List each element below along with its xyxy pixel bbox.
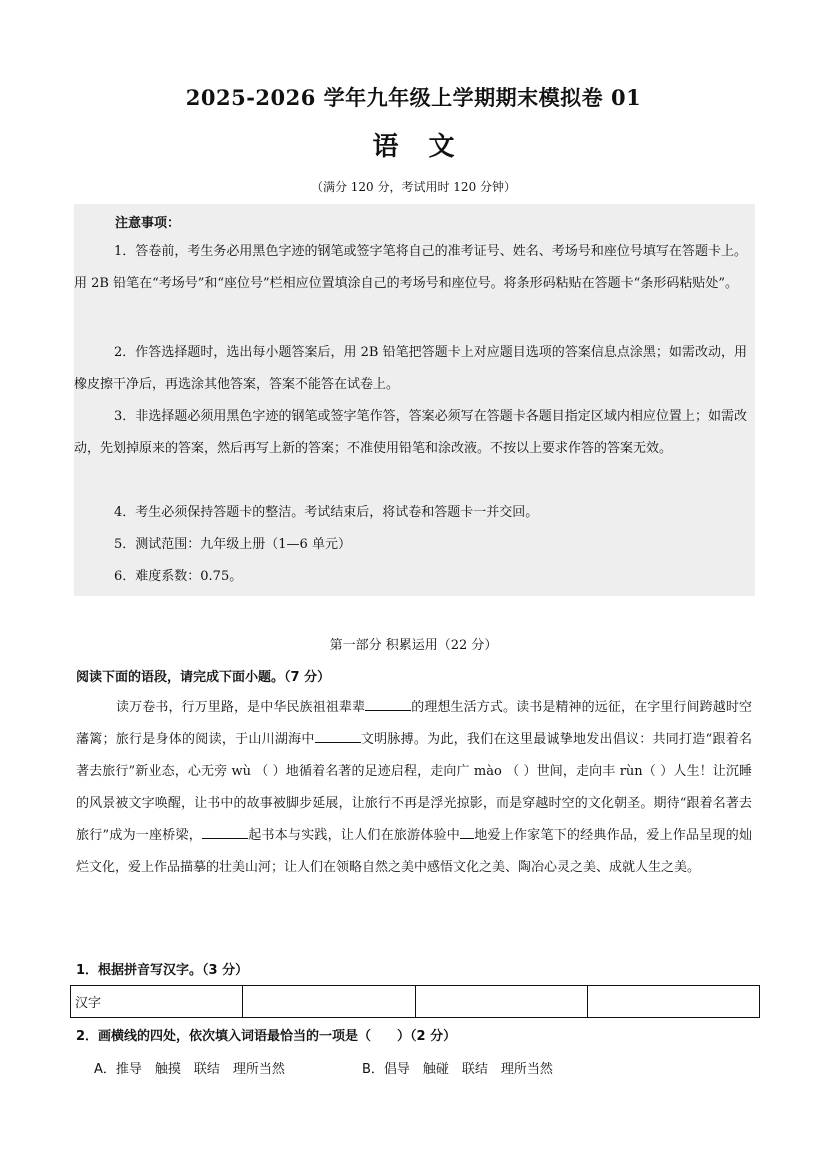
- answer-cell[interactable]: [587, 986, 759, 1018]
- passage-segment: 起书本与实践，让人们在旅游体验中: [248, 828, 461, 843]
- notice-item: 1．答卷前，考生务必用黑色字迹的钢笔或签字笔将自己的准考证号、姓名、考场号和座位号填写在答题卡上。用 2B 铅笔在“考场号”和“座位号”栏相应位置填涂自己的考场号和座位号。将条形码粘贴在答题卡“条形码粘贴处”。: [74, 244, 747, 291]
- answer-cell-header: 汉字: [71, 986, 243, 1018]
- exam-title: 2025-2026 学年九年级上学期期末模拟卷 01: [185, 85, 642, 110]
- fill-blank: [202, 826, 248, 839]
- notice-item: 6．难度系数：0.75。: [114, 569, 243, 584]
- option-a[interactable]: A．推导 触摸 联结 理所当然: [94, 1062, 285, 1077]
- fill-blank: [315, 730, 361, 743]
- exam-meta: （满分 120 分，考试用时 120 分钟）: [310, 180, 517, 194]
- notice-item: 5．测试范围：九年级上册（1—6 单元）: [114, 537, 351, 552]
- notice-box: [74, 204, 755, 596]
- notice-heading: 注意事项：: [115, 216, 181, 231]
- subject-title: 语文: [372, 132, 485, 162]
- reading-passage: [76, 692, 752, 884]
- reading-instruction: 阅读下面的语段，请完成下面小题。（7 分）: [76, 670, 331, 685]
- fill-blank: [365, 698, 411, 711]
- fill-blank: [460, 826, 474, 839]
- question-1-label: 1．根据拼音写汉字。（3 分）: [76, 963, 249, 978]
- answer-table: [70, 985, 760, 1018]
- passage-segment: 地爱上作家笔下的经典作品，爱上作品呈现的灿烂文化，爱上作品描摹的壮美山河；让人们在领略自然之美中感悟文化之美、陶冶心灵之美、成就人生之美。: [76, 828, 752, 875]
- answer-cell[interactable]: [415, 986, 587, 1018]
- passage-segment: 的理想生活方式。读书是精神的远征，在字里行间跨越时空藩篱；旅行是身体的阅读，于山川湖海中: [76, 700, 752, 747]
- passage-segment: 读万卷书，行万里路，是中华民族祖祖辈辈: [116, 700, 366, 715]
- part-title: 第一部分 积累运用（22 分）: [329, 638, 498, 653]
- question-2-label: 2．画横线的四处，依次填入词语最恰当的一项是（ ）（2 分）: [76, 1029, 457, 1044]
- passage-segment: 文明脉搏。为此，我们在这里最诚挚地发出倡议：共同打造“跟着名著去旅行”新业态，心无旁 wù （ ）地循着名著的足迹启程，走向广 mào （ ）世间，走向丰 rùn（ ）人生！让沉睡的风景被文字唤醒，让书中的故事被脚步延展，让旅行不再是浮光掠影，而是穿越时空的文化朝圣。期待“跟着名著去旅行”成为一座桥梁，: [76, 732, 752, 843]
- option-b[interactable]: B．倡导 触碰 联结 理所当然: [362, 1062, 553, 1077]
- notice-item: 2．作答选择题时，选出每小题答案后，用 2B 铅笔把答题卡上对应题目选项的答案信息点涂黑；如需改动，用橡皮擦干净后，再选涂其他答案，答案不能答在试卷上。: [74, 345, 747, 392]
- answer-cell[interactable]: [243, 986, 415, 1018]
- notice-item: 3．非选择题必须用黑色字迹的钢笔或签字笔作答，答案必须写在答题卡各题目指定区域内相应位置上；如需改动，先划掉原来的答案，然后再写上新的答案；不准使用铅笔和涂改液。不按以上要求作答的答案无效。: [74, 409, 747, 456]
- notice-item: 4．考生必须保持答题卡的整洁。考试结束后，将试卷和答题卡一并交回。: [114, 505, 539, 520]
